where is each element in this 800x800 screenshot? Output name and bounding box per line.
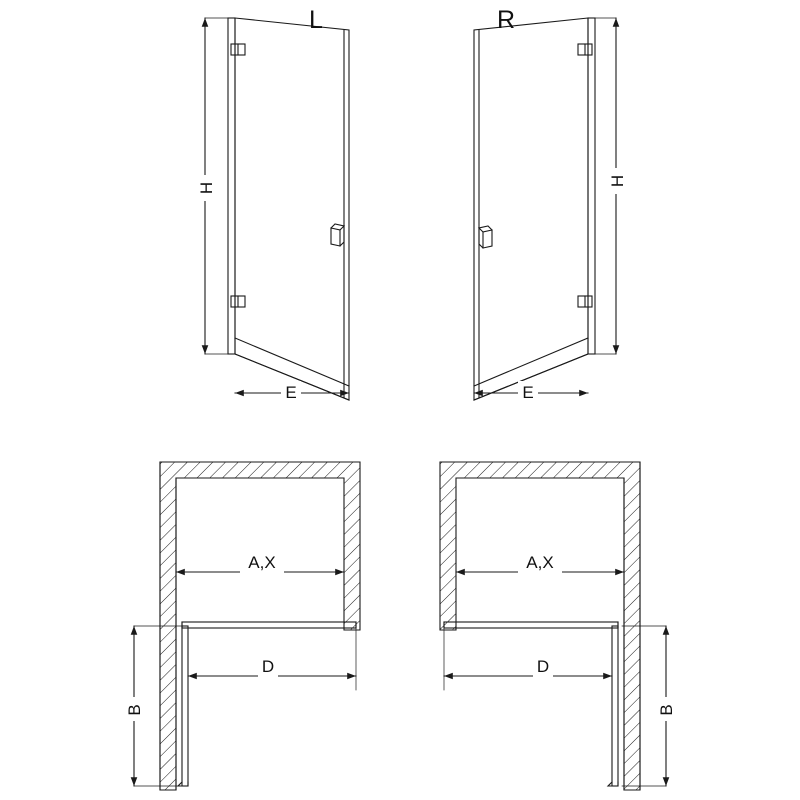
left-plan-door-leaf	[178, 626, 188, 786]
width-label-left: E	[285, 383, 297, 402]
height-label-left-group	[196, 175, 216, 201]
plan-view-right	[440, 462, 666, 790]
right-hinge-top	[578, 44, 592, 55]
left-plan-wall-hatch	[160, 462, 360, 790]
opening-label-left: A,X	[248, 553, 276, 572]
left-door-handle	[331, 224, 344, 246]
left-hinge-bottom	[231, 296, 245, 307]
front-view-right	[474, 18, 616, 400]
door-label-right-group	[533, 653, 553, 677]
right-plan-track	[444, 622, 618, 628]
left-glass-panel	[235, 18, 349, 400]
opening-label-right-group	[518, 549, 562, 573]
variant-label-left: L	[309, 6, 323, 34]
width-label-right-group	[518, 381, 538, 403]
left-plan-track	[182, 622, 356, 628]
right-door-handle	[479, 226, 492, 248]
door-label-left: D	[261, 657, 275, 676]
right-bottom-rail	[474, 338, 588, 386]
depth-label-left-group	[125, 697, 144, 721]
front-view-left	[205, 18, 349, 400]
variant-label-right: R	[496, 6, 516, 34]
width-label-left-group	[281, 381, 301, 403]
depth-label-left: B	[125, 704, 144, 716]
right-plan-wall-hatch	[440, 462, 640, 790]
left-hinge-top	[231, 44, 245, 55]
plan-view-left	[134, 462, 360, 790]
right-glass-panel	[474, 18, 588, 400]
opening-label-right: A,X	[526, 553, 554, 572]
opening-label-left-group	[240, 549, 284, 573]
width-label-right: E	[522, 383, 534, 402]
height-label-left: H	[197, 181, 216, 195]
height-label-right-group	[607, 168, 627, 194]
door-label-right: D	[536, 657, 550, 676]
right-plan-door-dimension	[444, 628, 612, 690]
depth-label-right-group	[657, 697, 676, 721]
door-label-left-group	[258, 653, 278, 677]
right-hinge-bottom	[578, 296, 592, 307]
left-bottom-rail	[235, 338, 349, 386]
depth-label-right: B	[657, 704, 676, 716]
height-label-right: H	[608, 174, 627, 188]
right-plan-door-leaf	[608, 626, 618, 786]
